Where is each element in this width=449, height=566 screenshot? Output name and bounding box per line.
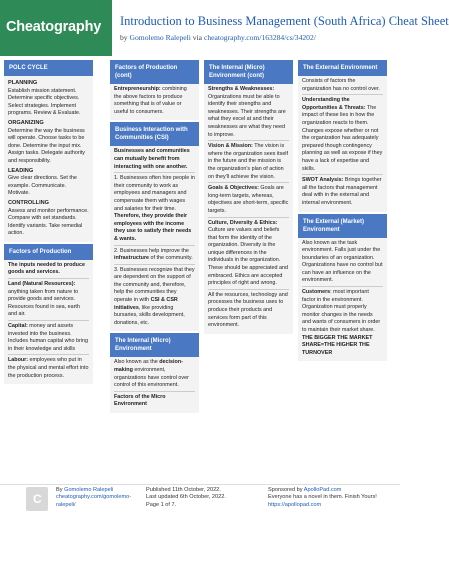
author-avatar[interactable] (26, 487, 48, 511)
section-body (110, 84, 199, 120)
subheading-organizing: ORGANIZING (8, 119, 44, 126)
csi-point-3: 3. Businesses recognize that they are dependent on the support of the community and, therefore, help the communities they operate in with CSI & CSR initiatives, like providing bursaries, skills development, donations, etc. (114, 266, 195, 326)
sponsor-link[interactable]: ApolloPad.com (303, 487, 342, 493)
section-heading: POLC CYCLE (4, 60, 93, 76)
csi-point-1: 1. Businesses often hire people in their community to work as employees and managers and compensate them with wages and salaries for their time. Therefore, they provide their employees with the income they use to satisfy their needs & wants. (114, 175, 195, 242)
section-internal-environment-cont (204, 60, 293, 334)
section-body (4, 76, 93, 242)
leading-text: Give clear directions. Set the example. Communicate. Motivate. (8, 175, 77, 197)
organizing-text: Determine the way the business will operate. Choose tasks to be done. Determine the input mix. Assign tasks. Delegate authority and responsibility. (8, 127, 86, 164)
divider (114, 172, 195, 173)
footer-author-link[interactable]: cheatography.com/gomolemo-ralepeli/ (56, 494, 132, 508)
divider (208, 289, 289, 290)
section-body (110, 357, 199, 413)
section-heading: The Internal (Micro) Environment (110, 333, 199, 357)
divider (114, 245, 195, 246)
vision-mission-item: Vision & Mission: The vision is where the organization sees itself in the future and the mission is the organization's plan of action on they'll achieve the vision. (208, 143, 289, 180)
section-body (4, 260, 93, 384)
land-item: Land (Natural Resources): anything taken from nature to provide goods and services. Resources found in sea, earth and air. (8, 281, 80, 318)
published-date: Published 11th October, 2022. (146, 487, 221, 493)
footer-author: By Gomolemo Ralepeli cheatography.com/gomolemo-ralepeli/ (56, 487, 141, 509)
internal-intro: Also known as the decision-making environment, organizations have control over control of this environment. (114, 359, 189, 389)
capital-item: Capital: money and assets invested into the business. Includes human capital who bring in their knowledge and skills (8, 323, 89, 352)
divider (208, 217, 289, 218)
customers-item: Customers: most important factor in the environment. Organization must properly monitor changes in the needs and wants of consumers in order to maintain their market share. THE BIGGER THE MARKET SHARE=THE HIGHER THE TURNOVER (302, 289, 381, 356)
footer-author-name[interactable]: Gomolemo Ralepeli (64, 487, 114, 493)
column-2 (110, 60, 199, 415)
subheading-leading: LEADING (8, 167, 34, 174)
resources-text: All the resources, technology and processes the business uses to produce their products and services form part of this environment. (208, 291, 288, 329)
strengths-weaknesses-item: Strengths & Weaknesses: Organizations must be able to identify their strengths and weaknesses. Their strengths are what they excel at and their weaknesses are what they need to improve. (208, 86, 286, 138)
section-internal-environment (110, 333, 199, 413)
section-factors-of-production-cont (110, 60, 199, 120)
fp-intro: The inputs needed to produce goods and services. (8, 261, 85, 276)
section-heading: Factors of Production (cont) (110, 60, 199, 84)
divider (114, 264, 195, 265)
section-heading: The External Environment (298, 60, 387, 76)
section-body (110, 146, 199, 331)
entrepreneurship-item: Entrepreneurship: combining the above factors to produce something that is of value or useful to consumers. (114, 86, 187, 115)
logo-text: Cheatography (6, 19, 102, 35)
column-1 (4, 60, 93, 386)
sponsor-text: Everyone has a novel in them. Finish Yours! (268, 494, 377, 501)
section-body (204, 84, 293, 334)
divider (208, 182, 289, 183)
section-factors-of-production (4, 244, 93, 384)
subheading-planning: PLANNING (8, 80, 38, 86)
footer-dates (146, 487, 256, 509)
byline: by Gomolemo Ralepeli via cheatography.com/163284/cs/34202/ (120, 33, 316, 42)
sponsor-url[interactable]: https://apollopad.com (268, 501, 322, 508)
page-header (0, 0, 449, 56)
cheatography-logo[interactable] (0, 0, 112, 56)
section-polc-cycle (4, 60, 93, 242)
csi-point-2: 2. Businesses help improve the infrastructure of the community. (114, 247, 193, 262)
external-intro: Consists of factors the organization has no control over. (302, 78, 380, 92)
section-business-interaction-csi (110, 122, 199, 331)
column-3 (204, 60, 293, 336)
opportunities-threats-item: Understanding the Opportunities & Threats: The impact of these lies in how the organization reacts to them. Changes expose whether or not the organization has adequately prepared though contingency planning as well as expose if they have a lack of expertise and skills. (302, 97, 383, 172)
divider (302, 174, 383, 175)
updated-date: Last updated 6th October, 2022. (146, 494, 226, 501)
author-link[interactable]: Gomolemo Ralepeli (129, 33, 191, 42)
market-intro: Also known as the task environment. Falls just under the boundaries of an organization. Organizations have no control but can have an influence on the environment. (302, 239, 383, 284)
divider (8, 354, 89, 355)
divider (208, 140, 289, 141)
column-4 (298, 60, 387, 363)
section-market-environment (298, 214, 387, 362)
csi-intro: Businesses and communities can mutually benefit from interacting with one another. (114, 148, 190, 170)
labour-item: Labour: employees who put in the physical and mental effort into the production process. (8, 357, 89, 379)
section-body (298, 76, 387, 212)
section-heading: Business Interaction with Communities (CSI) (110, 122, 199, 146)
divider (114, 391, 195, 392)
planning-text: Establish mission statement. Determine specific objectives. Select strategies. Implement programs. Review & Evaluate. (8, 87, 81, 117)
page-count: Page 1 of 7. (146, 501, 177, 508)
divider (302, 94, 383, 95)
subheading-controlling: CONTROLLING (8, 199, 50, 206)
divider (302, 286, 383, 287)
cheat-sheet-title[interactable]: Introduction to Business Management (South Africa) Cheat Sheet (120, 14, 449, 28)
section-heading: The External (Market) Environment (298, 214, 387, 238)
section-heading: Factors of Production (4, 244, 93, 260)
section-external-environment (298, 60, 387, 212)
swot-item: SWOT Analysis: Brings together all the factors that management deal with in the external and internal environment. (302, 177, 382, 206)
avatar-letter-icon: C (33, 492, 42, 506)
section-body (298, 238, 387, 362)
culture-diversity-ethics-item: Culture, Diversity & Ethics: Culture are values and beliefs that form the identity of the organization. Diversity is the unique differences in the individuals in the organization. These should be appreciated and embraced. Ethics are accepted principles of right and wrong. (208, 219, 289, 287)
section-heading: The Internal (Micro) Environment (cont) (204, 60, 293, 84)
sheet-url-link[interactable]: cheatography.com/163284/cs/34202/ (203, 33, 316, 42)
factors-micro-label: Factors of the Micro Environment (114, 393, 166, 408)
divider (8, 320, 89, 321)
goals-objectives-item: Goals & Objectives: Goals are long-term targets, whereas, objectives are short-term, specific targets. (208, 185, 289, 214)
controlling-text: Assess and monitor performance. Compare with set standards. Identify variants. Take remedial action. (8, 207, 89, 237)
footer-sponsor: Sponsored by ApolloPad.com Everyone has a novel in them. Finish Yours! https://apollopad.com (268, 487, 388, 509)
divider (8, 278, 89, 279)
